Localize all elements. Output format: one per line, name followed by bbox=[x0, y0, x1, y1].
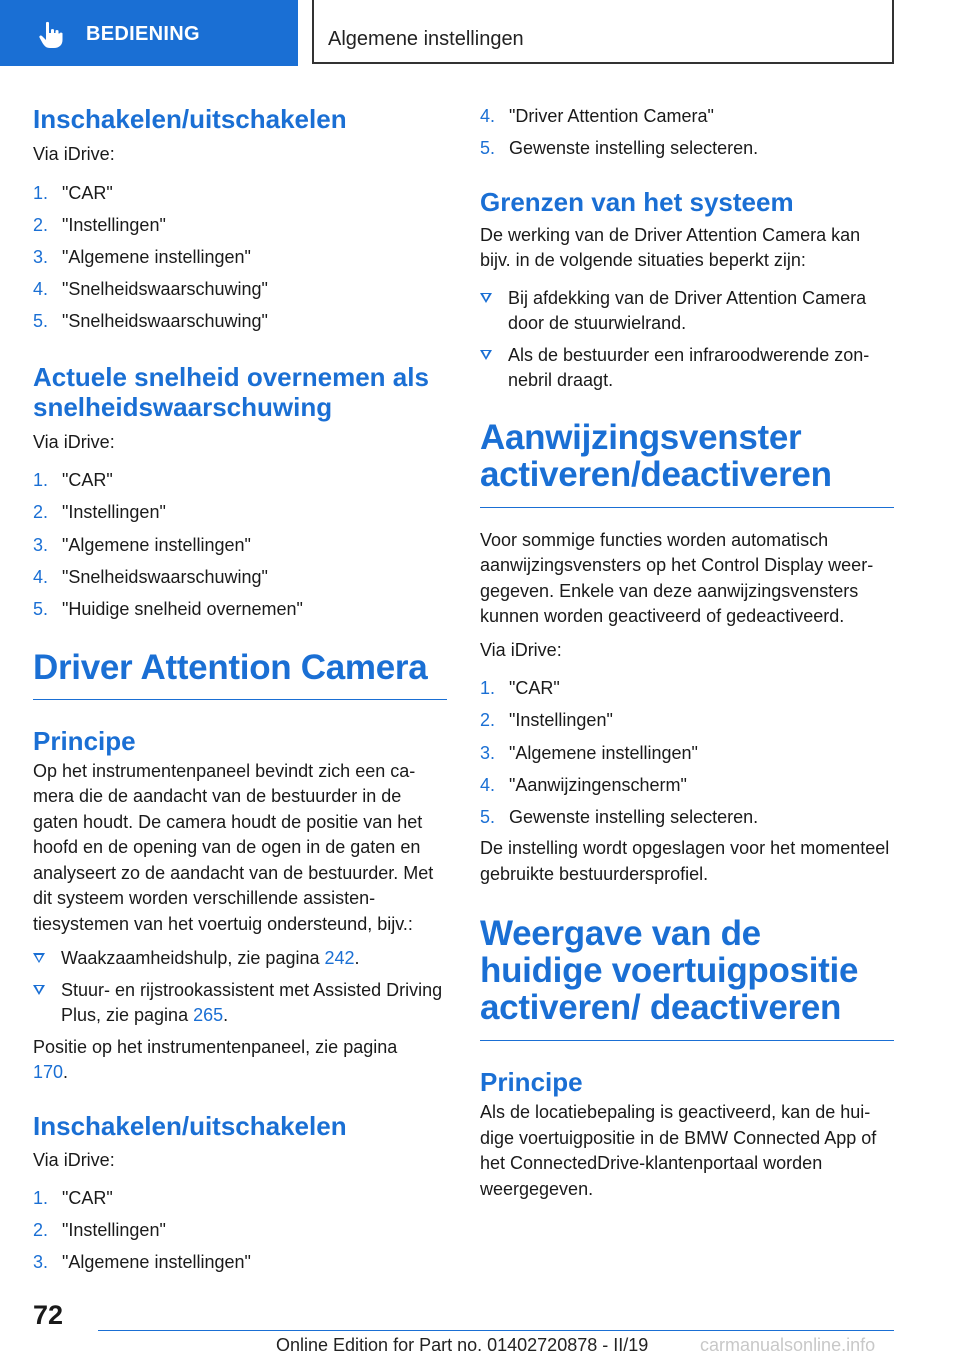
section-label: BEDIENING bbox=[86, 23, 200, 45]
grenzen-text: De werking van de Driver Attention Camera kan bijv. in de volgende situaties beperkt zijn: bbox=[480, 224, 861, 271]
bullet-waakzaamheidshulp: Waakzaamheidshulp, zie pagina 242. bbox=[33, 946, 443, 972]
step-number: 4. bbox=[480, 774, 496, 795]
hand-pointer-icon bbox=[36, 20, 66, 50]
step-number: 3. bbox=[33, 534, 49, 555]
heading-inschakelen-2: Inschakelen/uitschakelen bbox=[33, 1110, 347, 1141]
triangle-bullet-icon bbox=[33, 953, 45, 963]
heading-weergave-block bbox=[480, 915, 894, 1041]
step-text: Gewenste instelling selecteren. bbox=[509, 806, 759, 827]
triangle-bullet-icon bbox=[480, 350, 492, 360]
list-item bbox=[480, 773, 898, 799]
steps-list-continued bbox=[480, 104, 898, 162]
step-number: 1. bbox=[33, 182, 49, 203]
list-item bbox=[33, 597, 453, 623]
step-text: "Algemene instellingen" bbox=[62, 1252, 251, 1273]
step-number: 4. bbox=[480, 106, 496, 126]
page-link-265[interactable]: 265 bbox=[193, 1005, 224, 1025]
list-item bbox=[33, 277, 453, 303]
step-number: 5. bbox=[480, 138, 496, 159]
step-text: Gewenste instelling selecteren. bbox=[509, 138, 759, 159]
page-link-170[interactable]: 170 bbox=[33, 1062, 64, 1082]
step-text: "Aanwijzingenscherm" bbox=[509, 774, 687, 795]
steps-list-1 bbox=[33, 181, 453, 335]
step-number: 2. bbox=[33, 502, 49, 523]
list-item bbox=[33, 213, 453, 239]
chapter-header bbox=[312, 0, 894, 64]
list-item bbox=[33, 1186, 453, 1212]
steps-list-3 bbox=[33, 1186, 453, 1276]
step-text: "Snelheidswaarschuwing" bbox=[62, 279, 268, 300]
list-item bbox=[33, 500, 453, 526]
step-text: "Snelheidswaarschuwing" bbox=[62, 566, 268, 587]
bullet-text: Als de bestuurder een infraroodwerende zonnebril draagt. bbox=[508, 344, 870, 391]
principe-text: Op het instrumentenpaneel bevindt zich een camera die de aandacht van de bestuurder in de gaten houdt. De camera houdt de positie van het hoofd en de opening van de ogen in de gaten en analyseert zo de aandacht van de bestuurder. Met dit systeem worden verschillende assistentiesystemen van het voertuig ondersteund, bijv.: bbox=[33, 760, 434, 934]
aanwijzing-after-text: De instelling wordt opgeslagen voor het momenteel gebruikte bestuurdersprofiel. bbox=[480, 838, 890, 884]
heading-weergave: Weergave van de huidige voertuigpositie activeren/ deactiveren bbox=[480, 914, 859, 1028]
step-number: 3. bbox=[33, 246, 49, 267]
bullets-list-grenzen bbox=[480, 286, 894, 394]
list-item bbox=[480, 343, 894, 394]
list-item bbox=[480, 286, 894, 337]
step-number: 3. bbox=[480, 742, 496, 763]
step-text: "Algemene instellingen" bbox=[62, 246, 251, 267]
step-text: "Instellingen" bbox=[62, 502, 166, 523]
step-number: 2. bbox=[33, 214, 49, 235]
list-item bbox=[480, 741, 898, 767]
section-tab bbox=[0, 0, 298, 66]
positie-text: Positie op het instrumentenpaneel, zie pagina 170. bbox=[33, 1036, 398, 1082]
heading-driver-attention-camera-block bbox=[33, 649, 447, 700]
via-idrive-3: Via iDrive: bbox=[33, 1149, 115, 1170]
step-number: 5. bbox=[33, 311, 49, 332]
bullets-list-left bbox=[33, 946, 443, 1029]
step-number: 1. bbox=[33, 1188, 49, 1208]
right-column bbox=[480, 100, 898, 1202]
list-item bbox=[480, 136, 898, 162]
list-item bbox=[480, 104, 898, 130]
step-text: "Algemene instellingen" bbox=[509, 742, 698, 763]
list-item bbox=[33, 1250, 453, 1276]
triangle-bullet-icon bbox=[33, 985, 45, 995]
footer-rule bbox=[98, 1330, 894, 1331]
step-text: "Instellingen" bbox=[62, 1220, 166, 1241]
bullet-text: Stuur- en rijstrookassistent met Assisted Driving Plus, zie pagina bbox=[61, 979, 443, 1025]
via-idrive-2: Via iDrive: bbox=[33, 431, 115, 452]
list-item bbox=[33, 309, 453, 335]
via-idrive-4: Via iDrive: bbox=[480, 639, 562, 660]
page-number: 72 bbox=[33, 1300, 64, 1330]
step-text: "CAR" bbox=[509, 678, 560, 699]
footer-edition: Online Edition for Part no. 01402720878 - II/19 bbox=[276, 1335, 649, 1355]
step-number: 4. bbox=[33, 566, 49, 587]
triangle-bullet-icon bbox=[480, 293, 492, 303]
list-item bbox=[33, 245, 453, 271]
step-text: "CAR" bbox=[62, 182, 113, 203]
aanwijzing-text: Voor sommige functies worden automatisch aanwijzingsvensters op het Control Display weergegeven. Enkele van deze aanwijzingsvensters kunnen worden geactiveerd of gedeactiveerd. bbox=[480, 529, 874, 627]
step-text: "Driver Attention Camera" bbox=[509, 106, 714, 126]
heading-driver-attention-camera: Driver Attention Camera bbox=[33, 647, 428, 687]
step-text: "CAR" bbox=[62, 470, 113, 491]
list-item bbox=[480, 676, 898, 702]
step-number: 5. bbox=[480, 806, 496, 827]
list-item bbox=[33, 181, 453, 207]
list-item bbox=[480, 805, 898, 831]
list-item bbox=[480, 708, 898, 734]
steps-list-2 bbox=[33, 468, 453, 622]
step-text: "Algemene instellingen" bbox=[62, 534, 251, 555]
step-text: "Snelheidswaarschuwing" bbox=[62, 311, 268, 332]
weergave-text: Als de locatiebepaling is geactiveerd, kan de huidige voertuigpositie in de BMW Connected App of het ConnectedDrive-klantenportaal worden weergegeven. bbox=[480, 1102, 877, 1199]
heading-aanwijzingsvenster: Aanwijzingsvenster activeren/deactiveren bbox=[480, 417, 832, 494]
step-number: 5. bbox=[33, 599, 49, 619]
bullet-text: Waakzaamheidshulp, zie pagina bbox=[61, 948, 325, 968]
step-number: 4. bbox=[33, 279, 49, 300]
heading-inschakelen-1: Inschakelen/uitschakelen bbox=[33, 104, 347, 134]
step-number: 3. bbox=[33, 1252, 49, 1273]
steps-list-4 bbox=[480, 676, 898, 830]
step-number: 1. bbox=[480, 678, 496, 699]
step-number: 2. bbox=[33, 1220, 49, 1241]
list-item bbox=[33, 1218, 453, 1244]
footer-watermark: carmanualsonline.info bbox=[700, 1335, 876, 1355]
step-number: 1. bbox=[33, 470, 49, 491]
bullet-stuur-assistent: Stuur- en rijstrookassistent met Assisted Driving Plus, zie pagina 265. bbox=[33, 978, 443, 1029]
positie-label: Positie op het instrumentenpaneel, zie pagina bbox=[33, 1036, 398, 1057]
step-text: "Huidige snelheid overnemen" bbox=[62, 599, 303, 619]
bullet-text: Bij afdekking van de Driver Attention Camera door de stuurwielrand. bbox=[508, 287, 867, 334]
heading-principe: Principe bbox=[33, 725, 136, 756]
page-link-242[interactable]: 242 bbox=[324, 948, 355, 968]
list-item bbox=[33, 565, 453, 591]
heading-principe-2: Principe bbox=[480, 1067, 583, 1098]
list-item bbox=[33, 468, 453, 494]
step-number: 2. bbox=[480, 710, 496, 731]
step-text: "CAR" bbox=[62, 1188, 113, 1208]
chapter-title: Algemene instellingen bbox=[328, 28, 524, 50]
via-idrive-1: Via iDrive: bbox=[33, 144, 115, 164]
heading-grenzen: Grenzen van het systeem bbox=[480, 186, 794, 217]
step-text: "Instellingen" bbox=[62, 214, 166, 235]
heading-actuele-snelheid: Actuele snelheid overnemen als snelheidswaarschuwing bbox=[33, 361, 429, 422]
list-item bbox=[33, 533, 453, 559]
step-text: "Instellingen" bbox=[509, 710, 613, 731]
heading-aanwijzingsvenster-block bbox=[480, 419, 894, 508]
left-column bbox=[33, 100, 453, 1283]
